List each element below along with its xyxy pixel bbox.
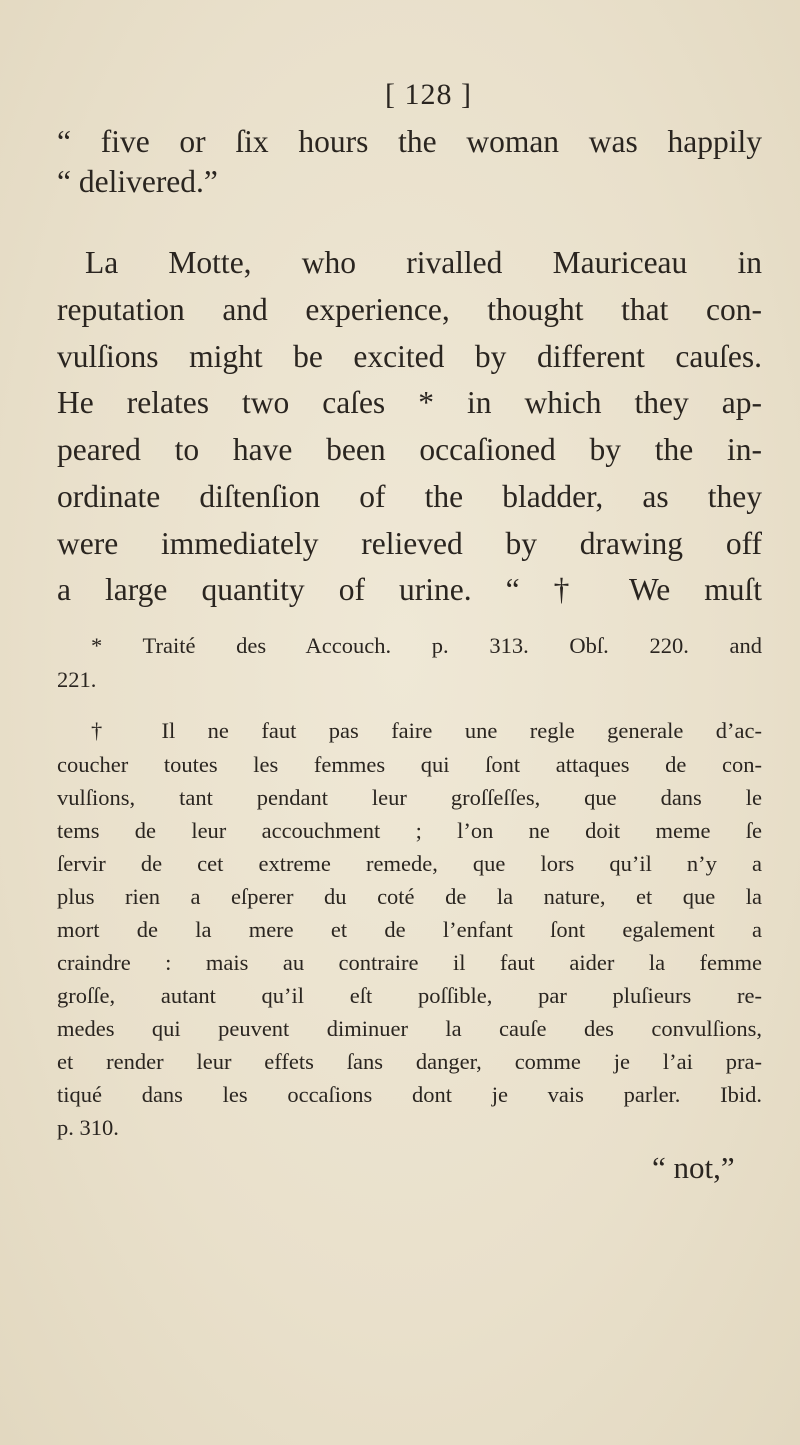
body-line: peared to have been occaſioned by the in- — [57, 432, 762, 467]
footnote-dagger-line: craindre : mais au contraire il faut aider la femme — [57, 950, 762, 975]
footnote-star-line: 221. — [57, 667, 97, 692]
body-line: reputation and experience, thought that con- — [57, 292, 762, 327]
footnote-dagger-line: ſervir de cet extreme remede, que lors qu’il n’y a — [57, 851, 762, 876]
footnote-dagger-line: p. 310. — [57, 1115, 119, 1140]
footnote-dagger-line: vulſions, tant pendant leur groſſeſſes, que dans le — [57, 785, 762, 810]
body-line: “ delivered.” — [57, 164, 218, 199]
footnote-dagger-line: tems de leur accouchment ; l’on ne doit meme ſe — [57, 818, 762, 843]
body-line: La Motte, who rivalled Mauriceau in — [85, 245, 762, 280]
body-line: a large quantity of urine. “ † We muſt — [57, 572, 762, 607]
footnote-dagger-line: et render leur effets ſans danger, comme je l’ai pra- — [57, 1049, 762, 1074]
body-line: He relates two caſes * in which they ap- — [57, 385, 762, 420]
footnote-star-line: * Traité des Accouch. p. 313. Obſ. 220. and — [91, 633, 762, 658]
body-line: vulſions might be excited by different cauſes. — [57, 339, 762, 374]
body-line: ordinate diſtenſion of the bladder, as they — [57, 479, 762, 514]
body-line: were immediately relieved by drawing off — [57, 526, 762, 561]
footnote-dagger-line: coucher toutes les femmes qui ſont attaques de con- — [57, 752, 762, 777]
footnote-dagger-line: tiqué dans les occaſions dont je vais parler. Ibid. — [57, 1082, 762, 1107]
footnote-dagger-line: medes qui peuvent diminuer la cauſe des convulſions, — [57, 1016, 762, 1041]
body-line: “ five or ſix hours the woman was happily — [57, 124, 762, 159]
footnote-dagger-line: groſſe, autant qu’il eſt poſſible, par pluſieurs re- — [57, 983, 762, 1008]
footnote-dagger-line: plus rien a eſperer du coté de la nature, et que la — [57, 884, 762, 909]
page-number-header: [ 128 ] — [385, 78, 472, 111]
catchword: “ not,” — [652, 1150, 735, 1185]
footnote-dagger-line: mort de la mere et de l’enfant ſont egalement a — [57, 917, 762, 942]
footnote-dagger-line: † Il ne faut pas faire une regle generale d’ac- — [91, 718, 762, 743]
